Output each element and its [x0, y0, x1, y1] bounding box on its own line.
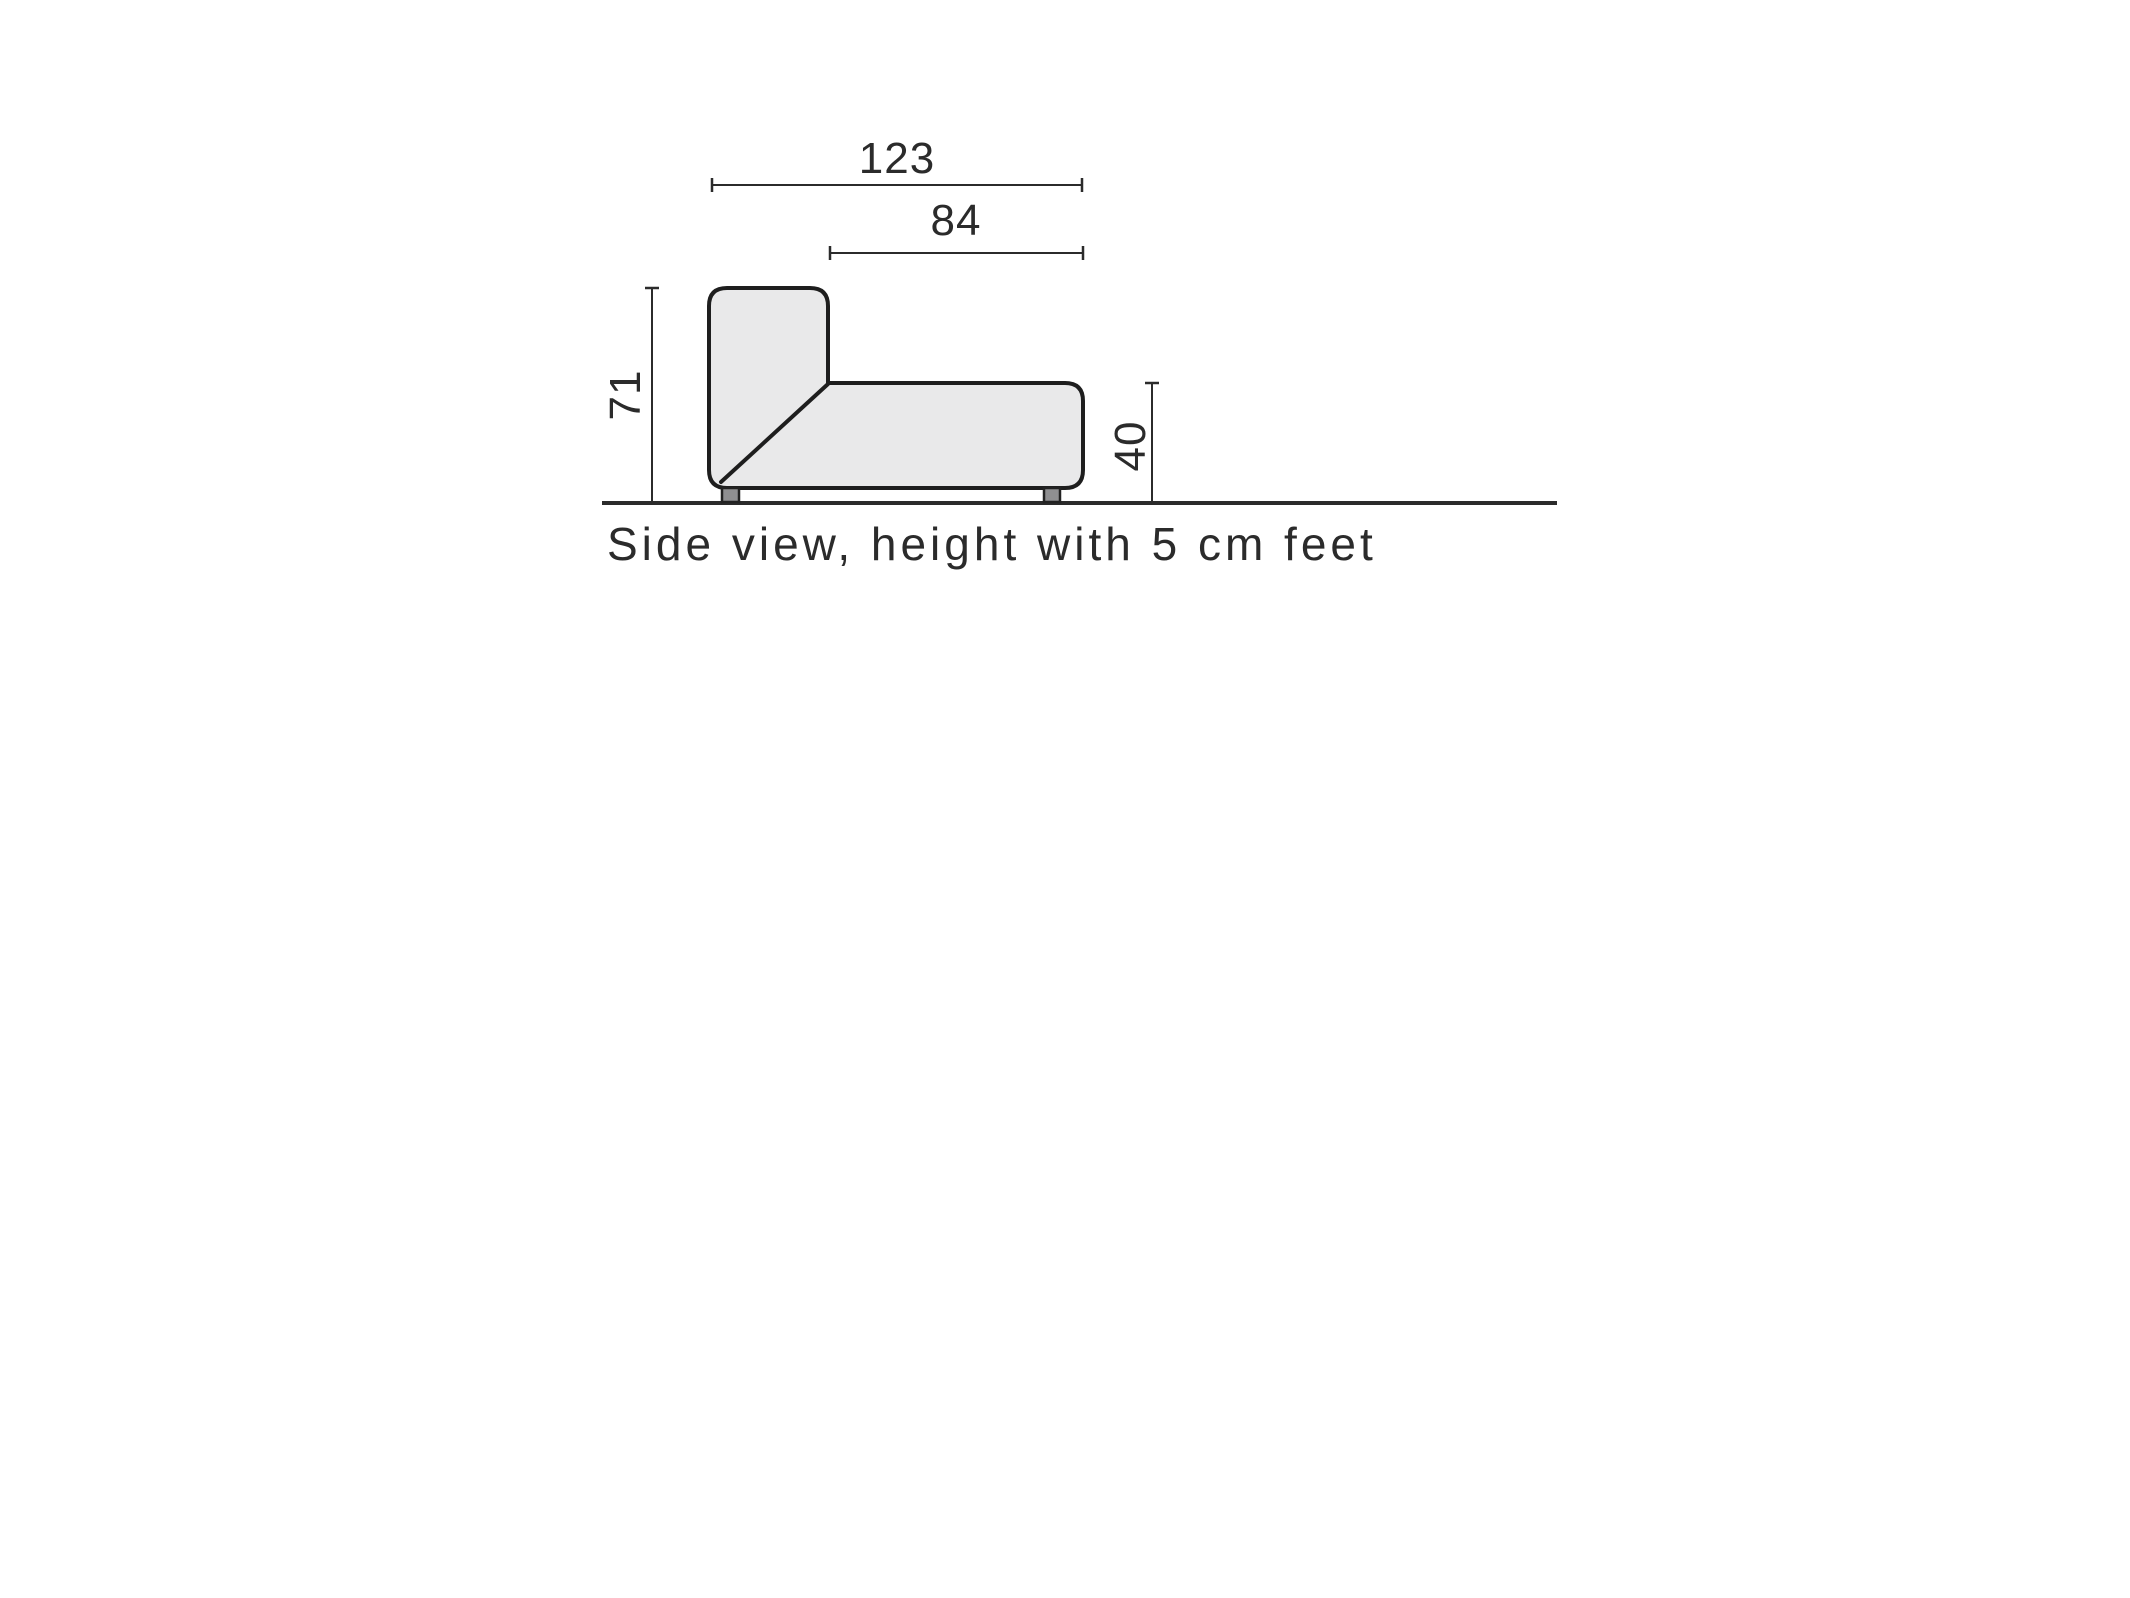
sofa-foot-left — [722, 488, 739, 502]
dimension-label-back-height: 71 — [601, 369, 650, 421]
diagram-caption: Side view, height with 5 cm feet — [607, 518, 1377, 570]
sofa-foot-right — [1044, 488, 1060, 502]
dimension-seat-height — [1106, 383, 1159, 501]
dimension-seat-width — [830, 196, 1083, 260]
dimension-label-total-width: 123 — [858, 134, 936, 183]
dimension-label-seat-width: 84 — [930, 196, 982, 245]
dimension-label-seat-height: 40 — [1106, 420, 1155, 472]
sofa-body — [709, 288, 1083, 488]
dimension-total-width — [712, 134, 1082, 192]
dimension-back-height — [601, 288, 659, 501]
